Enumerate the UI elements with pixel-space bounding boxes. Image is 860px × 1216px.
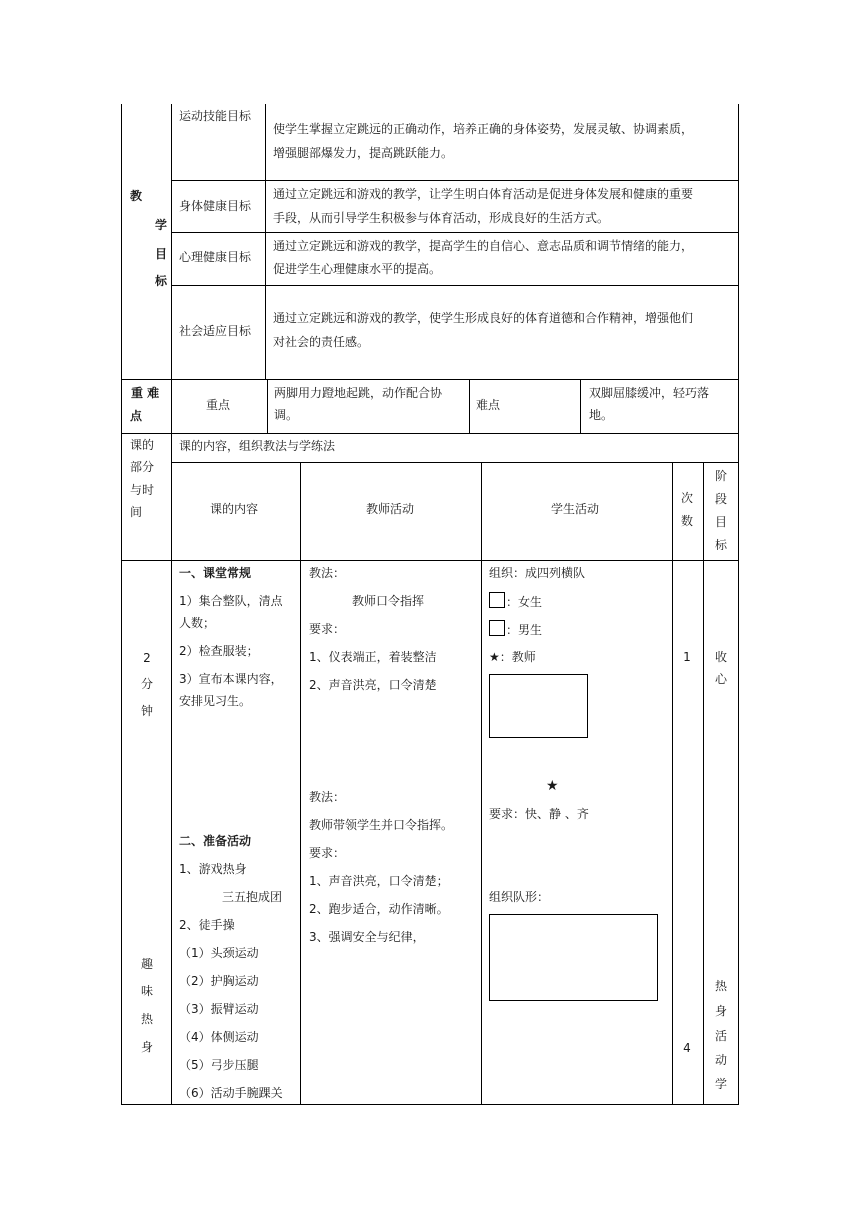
key-text: 两脚用力蹬地起跳，动作配合协 — [274, 386, 443, 400]
divider — [171, 180, 739, 181]
divider — [171, 285, 739, 286]
divider — [171, 232, 739, 233]
column-header-goal: 阶 — [714, 469, 727, 483]
table-border-bottom — [121, 1104, 739, 1105]
content-item: 安排见习生。 — [179, 694, 252, 708]
teacher-item: 2、声音洪亮，口令清楚 — [309, 678, 437, 692]
column-header-student: 学生活动 — [551, 502, 600, 516]
key-section-label: 点 — [130, 409, 143, 423]
column-header-goal: 段 — [714, 492, 727, 506]
student-org: 组织：成四列横队 — [489, 566, 586, 580]
teacher-item: 要求： — [309, 846, 346, 860]
objective-text: 通过立定跳远和游戏的教学，让学生明白体育活动是促进身体发展和健康的重要 — [273, 187, 694, 201]
divider — [121, 560, 739, 561]
key-text: 调。 — [274, 408, 299, 422]
divider — [171, 433, 172, 1104]
column-header-count: 次 — [680, 491, 693, 505]
content-item: （1）头颈运动 — [179, 946, 259, 960]
divider — [121, 379, 739, 380]
section-char: 学 — [155, 218, 168, 232]
content-item: （4）体侧运动 — [179, 1030, 259, 1044]
teacher-item: 教师口令指挥 — [352, 594, 425, 608]
part-time-label: 部分 — [130, 460, 155, 474]
part-time-label: 间 — [130, 505, 143, 519]
teacher-item: 3、强调安全与纪律， — [309, 930, 425, 944]
column-header-teacher: 教师活动 — [366, 502, 415, 516]
part-time-label: 课的 — [130, 438, 155, 452]
divider — [703, 462, 704, 1104]
section-char: 目 — [155, 247, 168, 261]
teacher-item: 2、跑步适合，动作清晰。 — [309, 902, 449, 916]
objective-text: 通过立定跳远和游戏的教学，使学生形成良好的体育道德和合作精神，增强他们 — [273, 311, 694, 325]
divider — [481, 462, 482, 1104]
divider — [580, 379, 581, 433]
content-heading: 二、准备活动 — [179, 834, 252, 848]
key-label: 重点 — [206, 398, 231, 412]
content-item: 2）检查服装； — [179, 644, 259, 658]
objective-text: 增强腿部爆发力，提高跳跃能力。 — [273, 146, 454, 160]
divider — [267, 379, 268, 433]
part-label: 热 — [140, 1012, 153, 1026]
teacher-item: 教法： — [309, 790, 346, 804]
goal-char: 动 — [714, 1053, 727, 1067]
legend-male-label: ：男生 — [506, 623, 543, 637]
content-item: （3）振臂运动 — [179, 1002, 259, 1016]
table-border-left — [121, 104, 122, 1104]
goal-char: 学 — [714, 1077, 727, 1091]
count-value: 1 — [683, 650, 691, 664]
part-label: 趣 — [140, 957, 153, 971]
column-header-goal: 标 — [714, 538, 727, 552]
objective-label: 运动技能目标 — [179, 109, 252, 123]
teacher-item: 要求： — [309, 622, 346, 636]
part-label: 身 — [140, 1040, 153, 1054]
divider — [265, 104, 266, 379]
divider — [672, 462, 673, 1104]
student-requirement: 要求：快、静 、齐 — [489, 807, 589, 821]
formation-box — [489, 914, 658, 1001]
teacher-item: 教师带领学生并口令指挥。 — [309, 818, 454, 832]
legend-female — [489, 592, 542, 611]
content-item: 1）集合整队，清点 — [179, 594, 283, 608]
objective-label: 社会适应目标 — [179, 324, 252, 338]
content-item: （2）护胸运动 — [179, 974, 259, 988]
teacher-item: 1、仪表端正，着装整洁 — [309, 650, 437, 664]
column-header-count: 数 — [680, 514, 693, 528]
divider — [171, 379, 172, 433]
content-item: （5）弓步压腿 — [179, 1058, 259, 1072]
goal-char: 身 — [714, 1004, 727, 1018]
content-item: 三五抱成团 — [222, 890, 283, 904]
square-icon — [489, 620, 505, 636]
column-header-content: 课的内容 — [210, 502, 259, 516]
content-header: 课的内容，组织教法与学练法 — [179, 439, 336, 453]
divider — [469, 379, 470, 433]
goal-char: 活 — [714, 1029, 727, 1043]
content-item: （6）活动手腕踝关 — [179, 1086, 283, 1100]
legend-teacher: ★：教师 — [489, 650, 536, 664]
legend-male — [489, 620, 542, 639]
content-heading: 一、课堂常规 — [179, 566, 252, 580]
difficulty-text: 地。 — [589, 408, 614, 422]
student-formation-label: 组织队形： — [489, 890, 550, 904]
divider — [171, 462, 739, 463]
count-value: 4 — [683, 1041, 691, 1055]
content-item: 2、徒手操 — [179, 918, 235, 932]
key-section-label: 重 难 — [131, 386, 160, 400]
content-item: 1、游戏热身 — [179, 862, 247, 876]
objective-label: 身体健康目标 — [179, 199, 252, 213]
objective-text: 手段，从而引导学生积极参与体育活动，形成良好的生活方式。 — [273, 211, 610, 225]
difficulty-text: 双脚屈膝缓冲，轻巧落 — [589, 386, 710, 400]
divider — [121, 433, 739, 434]
time-label: 2 — [143, 651, 151, 665]
column-header-goal: 目 — [714, 515, 727, 529]
teacher-item: 教法： — [309, 566, 346, 580]
time-label: 钟 — [140, 704, 153, 718]
objective-text: 使学生掌握立定跳远的正确动作，培养正确的身体姿势，发展灵敏、协调素质， — [273, 122, 694, 136]
objective-label: 心理健康目标 — [179, 250, 252, 264]
formation-box — [489, 674, 588, 738]
legend-female-label: ：女生 — [506, 595, 543, 609]
part-time-label: 与时 — [130, 483, 155, 497]
difficulty-label: 难点 — [476, 398, 501, 412]
part-label: 味 — [140, 984, 153, 998]
divider — [300, 462, 301, 1104]
table-border-right — [738, 104, 739, 1104]
goal-char: 收 — [714, 650, 727, 664]
section-char: 标 — [155, 274, 168, 288]
content-item: 3）宣布本课内容， — [179, 672, 283, 686]
objective-text: 促进学生心理健康水平的提高。 — [273, 262, 442, 276]
section-char: 教 — [130, 189, 143, 203]
star-icon: ★ — [546, 778, 559, 794]
time-label: 分 — [140, 677, 153, 691]
goal-char: 心 — [714, 672, 727, 686]
square-icon — [489, 592, 505, 608]
divider — [171, 104, 172, 379]
objective-text: 通过立定跳远和游戏的教学，提高学生的自信心、意志品质和调节情绪的能力， — [273, 239, 694, 253]
teacher-item: 1、声音洪亮，口令清楚； — [309, 874, 449, 888]
goal-char: 热 — [714, 979, 727, 993]
content-item: 人数； — [179, 616, 216, 630]
objective-text: 对社会的责任感。 — [273, 335, 370, 349]
